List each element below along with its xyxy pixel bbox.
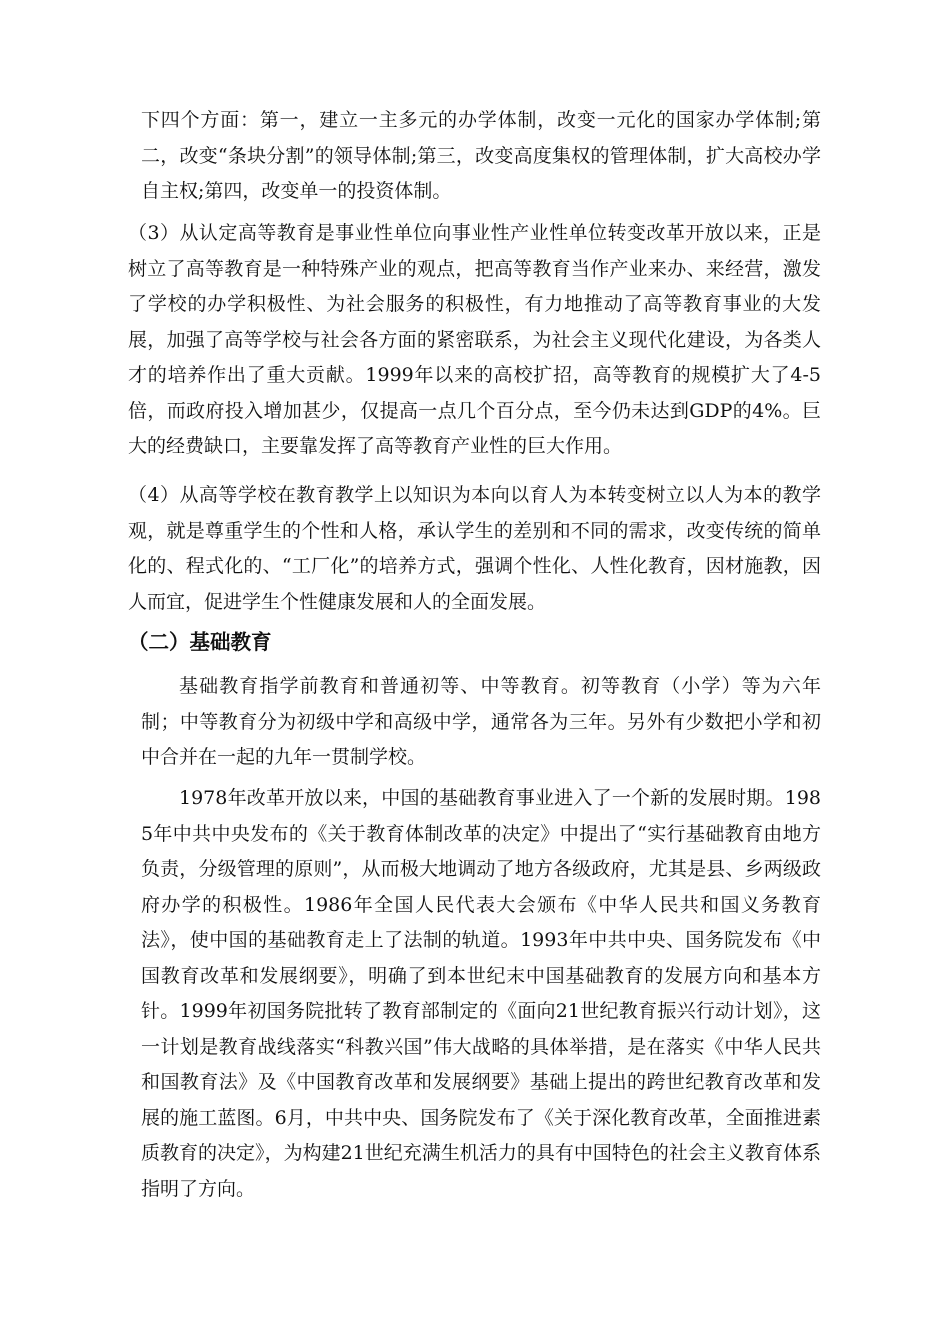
section-heading: （二）基础教育 — [128, 630, 272, 654]
paragraph-basic-education-history: 1978年改革开放以来，中国的基础教育事业进入了一个新的发展时期。1985年中共中央发布的《关于教育体制改革的决定》中提出了“实行基础教育由地方负责，分级管理的原则”，从而极大地调动了地方各级政府，尤其是县、乡两级政府办学的积极性。1986年全国人民代表大会颁布《中华人民共和国义务教育法》，使中国的基础教育走上了法制的轨道。1993年中共中央、国务院发布《中国教育改革和发展纲要》，明确了到本世纪末中国基础教育的发展方向和基本方针。1999年初国务院批转了教育部制定的《面向21世纪教育振兴行动计划》，这一计划是教育战线落实“科教兴国”伟大战略的具体举措，是在落实《中华人民共和国教育法》及《中国教育改革和发展纲要》基础上提出的跨世纪教育改革和发展的施工蓝图。6月，中共中央、国务院发布了《关于深化教育改革，全面推进素质教育的决定》，为构建21世纪充满生机活力的具有中国特色的社会主义教育体系指明了方向。 — [141, 787, 821, 1200]
paragraph-reform-aspects: 下四个方面：第一，建立一主多元的办学体制，改变一元化的国家办学体制;第二，改变“条块分割”的领导体制;第三，改变高度集权的管理体制，扩大高校办学自主权;第四，改变单一的投资体制。 — [141, 109, 821, 202]
paragraph-point-3: （3）从认定高等教育是事业性单位向事业性产业性单位转变改革开放以来，正是树立了高等教育是一种特殊产业的观点，把高等教育当作产业来办、来经营，激发了学校的办学积极性、为社会服务的积极性，有力地推动了高等教育事业的大发展，加强了高等学校与社会各方面的紧密联系，为社会主义现代化建设，为各类人才的培养作出了重大贡献。1999年以来的高校扩招，高等教育的规模扩大了4-5倍，而政府投入增加甚少，仅提高一点几个百分点，至今仍未达到GDP的4%。巨大的经费缺口，主要靠发挥了高等教育产业性的巨大作用。 — [128, 222, 821, 457]
paragraph-basic-education-definition: 基础教育指学前教育和普通初等、中等教育。初等教育（小学）等为六年制；中等教育分为初级中学和高级中学，通常各为三年。另外有少数把小学和初中合并在一起的九年一贯制学校。 — [141, 675, 821, 768]
paragraph-point-4: （4）从高等学校在教育教学上以知识为本向以育人为本转变树立以人为本的教学观，就是尊重学生的个性和人格，承认学生的差别和不同的需求，改变传统的简单化的、程式化的、“工厂化”的培养方式，强调个性化、人性化教育，因材施教，因人而宜，促进学生个性健康发展和人的全面发展。 — [128, 484, 821, 613]
